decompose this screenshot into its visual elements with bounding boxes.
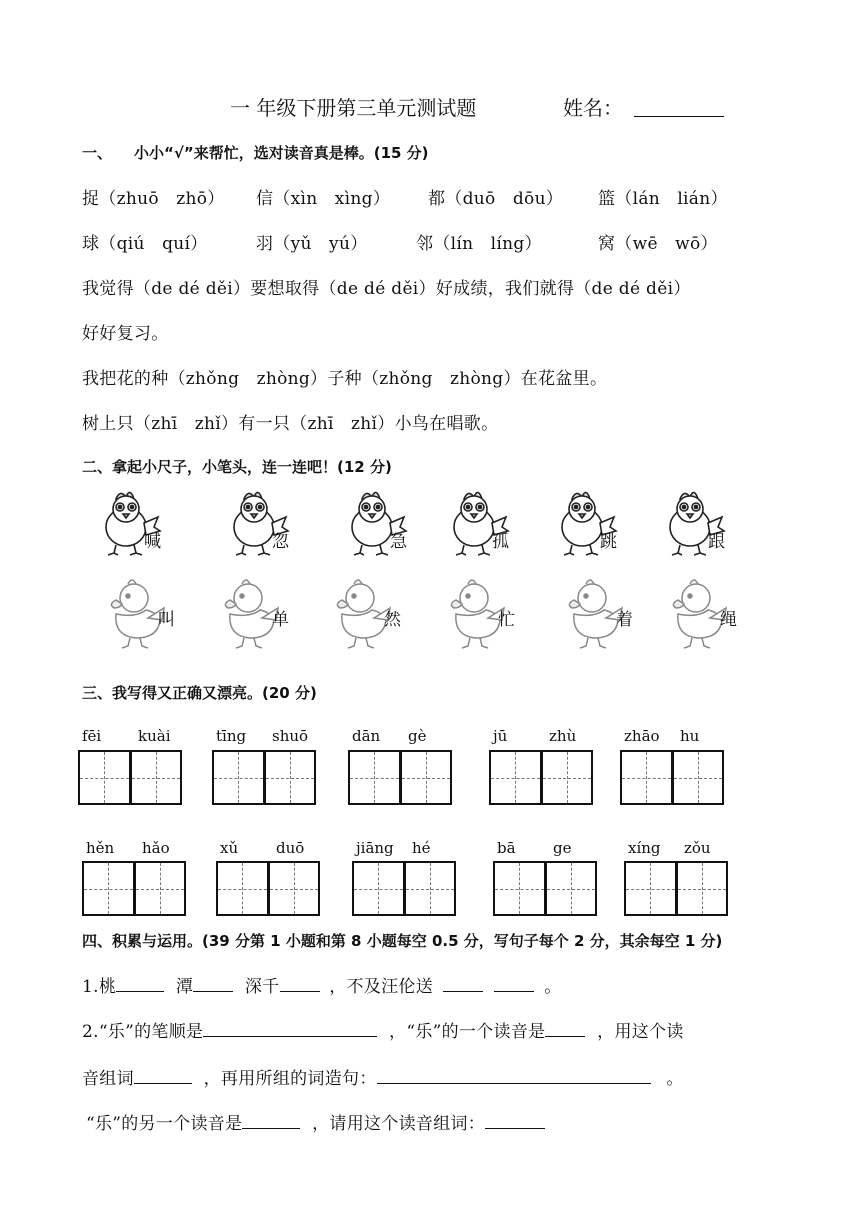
tianzige-grid (348, 750, 452, 803)
q2-text-b: ，“乐”的一个读音是 (389, 1022, 546, 1042)
match-char-bottom[interactable]: 绳 (720, 610, 737, 630)
match-char-bottom[interactable]: 单 (272, 610, 289, 630)
s1-sentence: 我觉得（de dé děi）要想取得（de dé děi）好成绩，我们就得（de dé děi） (82, 279, 691, 299)
pinyin-label: fēi (82, 727, 102, 745)
pinyin-label: gè (408, 727, 427, 745)
writing-cell[interactable] (82, 861, 135, 916)
match-char-top[interactable]: 跳 (600, 532, 617, 552)
pinyin-label: hu (680, 727, 700, 745)
pinyin-label: bā (497, 839, 516, 857)
pinyin-label: xíng (628, 839, 661, 857)
pinyin-label: zhāo (624, 727, 660, 745)
q2-text-g: “乐”的另一个读音是 (86, 1114, 243, 1134)
name-label: 姓名： (563, 96, 623, 120)
pinyin-label: dān (352, 727, 381, 745)
tianzige-grid (624, 861, 728, 914)
tianzige-grid (489, 750, 593, 803)
writing-cell[interactable] (269, 861, 321, 916)
section1-heading: 小小“√”来帮忙，选对读音真是棒。(15 分) (134, 144, 429, 162)
q1-text-d: ，不及汪伦送 (329, 977, 434, 997)
q2-text-f: 。 (666, 1069, 684, 1089)
tianzige-grid (82, 861, 186, 914)
q2-text-c: ，用这个读 (597, 1022, 684, 1042)
s1-item: 篮（lán lián） (598, 189, 728, 209)
s1-sentence: 我把花的种（zhǒng zhòng）子种（zhǒng zhòng）在花盆里。 (82, 369, 608, 389)
q2-blank-sentence[interactable] (377, 1065, 651, 1084)
s1-sentence: 树上只（zhī zhǐ）有一只（zhī zhǐ）小鸟在唱歌。 (82, 414, 499, 434)
writing-cell[interactable] (131, 750, 183, 805)
q2-text-a: 2.“乐”的笔顺是 (82, 1022, 204, 1042)
writing-cell[interactable] (216, 861, 269, 916)
q2-text-d: 音组词 (82, 1069, 134, 1089)
writing-cell[interactable] (352, 861, 405, 916)
q2-blank-word-1[interactable] (134, 1065, 192, 1084)
match-char-top[interactable]: 忽 (272, 532, 289, 552)
writing-cell[interactable] (493, 861, 546, 916)
writing-cell[interactable] (624, 861, 677, 916)
q1-blank-3[interactable] (280, 973, 320, 992)
pinyin-label: ge (553, 839, 572, 857)
s1-item: 窝（wē wō） (598, 234, 718, 254)
q1-blank-4[interactable] (443, 973, 483, 992)
section1-number: 一、 (82, 144, 113, 162)
writing-cell[interactable] (673, 750, 725, 805)
pinyin-label: kuài (138, 727, 171, 745)
writing-cell[interactable] (542, 750, 594, 805)
writing-cell[interactable] (405, 861, 457, 916)
q1-text-a: 桃 (98, 977, 117, 997)
match-char-top[interactable]: 急 (390, 532, 407, 552)
writing-cell[interactable] (401, 750, 453, 805)
match-char-bottom[interactable]: 着 (616, 610, 633, 630)
pinyin-label: hé (412, 839, 431, 857)
tianzige-grid (352, 861, 456, 914)
pinyin-label: hěn (86, 839, 115, 857)
q1-text-b: 潭 (175, 977, 194, 997)
match-char-top[interactable]: 跟 (708, 532, 725, 552)
writing-cell[interactable] (265, 750, 317, 805)
tianzige-grid (620, 750, 724, 803)
q2-text-e: ，再用所组的词造句： (203, 1069, 377, 1089)
q1-text-e: 。 (544, 977, 562, 997)
writing-cell[interactable] (620, 750, 673, 805)
match-char-top[interactable]: 孤 (492, 532, 509, 552)
s1-item: 羽（yǔ yú） (256, 234, 368, 254)
section4-heading: 四、积累与运用。(39 分第 1 小题和第 8 小题每空 0.5 分，写句子每个 2 分，其余每空 1 分) (82, 932, 723, 950)
writing-cell[interactable] (135, 861, 187, 916)
writing-cell[interactable] (78, 750, 131, 805)
q2-line3 (86, 1109, 545, 1134)
page-title: 一 年级下册第三单元测试题 (230, 96, 477, 120)
q2-blank-pronunciation-2[interactable] (242, 1110, 300, 1129)
s1-item: 球（qiú quí） (82, 234, 208, 254)
name-blank[interactable] (634, 116, 724, 117)
tianzige-grid (216, 861, 320, 914)
tianzige-grid (78, 750, 182, 803)
pinyin-label: jū (493, 727, 508, 745)
writing-cell[interactable] (489, 750, 542, 805)
writing-cell[interactable] (677, 861, 729, 916)
s1-item: 信（xìn xìng） (256, 189, 391, 209)
writing-cell[interactable] (546, 861, 598, 916)
match-char-top[interactable]: 喊 (144, 532, 161, 552)
q1-line (82, 972, 562, 997)
s1-item: 捉（zhuō zhō） (82, 189, 225, 209)
pinyin-label: zhù (549, 727, 577, 745)
q2-blank-pronunciation-1[interactable] (545, 1018, 585, 1037)
pinyin-label: zǒu (684, 839, 711, 857)
section3-heading: 三、我写得又正确又漂亮。(20 分) (82, 684, 317, 702)
q2-text-h: ，请用这个读音组词： (312, 1114, 486, 1134)
pinyin-label: shuō (272, 727, 309, 745)
pinyin-label: xǔ (220, 839, 239, 857)
s1-sentence: 好好复习。 (82, 324, 169, 344)
q2-blank-stroke-order[interactable] (203, 1018, 377, 1037)
pinyin-label: tīng (216, 727, 247, 745)
pinyin-label: duō (276, 839, 305, 857)
pinyin-label: jiāng (356, 839, 394, 857)
writing-cell[interactable] (348, 750, 401, 805)
match-char-bottom[interactable]: 叫 (158, 610, 175, 630)
q1-number: 1. (82, 977, 99, 997)
q1-text-c: 深千 (244, 977, 280, 997)
section2-heading: 二、拿起小尺子，小笔头，连一连吧！(12 分) (82, 458, 392, 476)
match-char-bottom[interactable]: 然 (384, 610, 401, 630)
match-char-bottom[interactable]: 忙 (498, 610, 515, 630)
tianzige-grid (212, 750, 316, 803)
pinyin-label: hǎo (142, 839, 170, 857)
s1-item: 邻（lín líng） (416, 234, 542, 254)
q1-blank-1[interactable] (116, 973, 164, 992)
q2-line1 (82, 1017, 684, 1042)
writing-cell[interactable] (212, 750, 265, 805)
tianzige-grid (493, 861, 597, 914)
s1-item: 都（duō dōu） (428, 189, 564, 209)
q2-blank-word-2[interactable] (485, 1110, 545, 1129)
q1-blank-2[interactable] (193, 973, 233, 992)
q2-line2 (82, 1064, 684, 1089)
q1-blank-5[interactable] (494, 973, 534, 992)
